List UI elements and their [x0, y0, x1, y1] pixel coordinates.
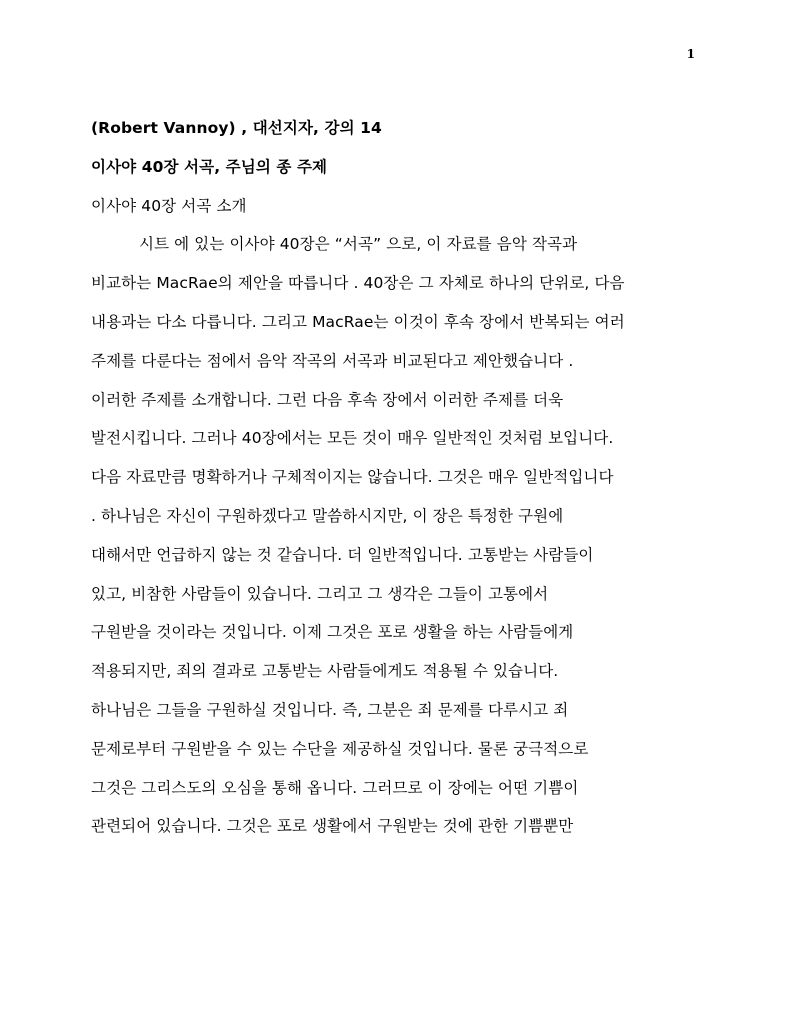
section-title: 이사야 40장 서곡, 주님의 종 주제 — [91, 157, 328, 176]
page-number: 1 — [686, 47, 695, 61]
paragraph-line: . 하나님은 자신이 구원하겠다고 말씀하시지만, 이 장은 특정한 구원에 — [91, 506, 564, 525]
paragraph-line: 시트 에 있는 이사야 40장은 “서곡” 으로, 이 자료를 음악 작곡과 — [139, 235, 578, 254]
paragraph-line: 대해서만 언급하지 않는 것 같습니다. 더 일반적입니다. 고통받는 사람들이 — [91, 545, 594, 564]
paragraph-line: 문제로부터 구원받을 수 있는 수단을 제공하실 것입니다. 물론 궁극적으로 — [91, 739, 589, 758]
paragraph-line: 이러한 주제를 소개합니다. 그런 다음 후속 장에서 이러한 주제를 더욱 — [91, 390, 564, 409]
paragraph-line: 비교하는 MacRae의 제안을 따릅니다 . 40장은 그 자체로 하나의 단위로, 다음 — [91, 274, 625, 293]
document-body — [91, 115, 711, 852]
paragraph-line: 관련되어 있습니다. 그것은 포로 생활에서 구원받는 것에 관한 기쁨뿐만 — [91, 817, 574, 836]
paragraph-line: 주제를 다룬다는 점에서 음악 작곡의 서곡과 비교된다고 제안했습니다 . — [91, 351, 574, 370]
paragraph-line: 적용되지만, 죄의 결과로 고통받는 사람들에게도 적용될 수 있습니다. — [91, 662, 559, 681]
paragraph-line: 내용과는 다소 다릅니다. 그리고 MacRae는 이것이 후속 장에서 반복되는 여러 — [91, 312, 625, 331]
paragraph-line: 그것은 그리스도의 오심을 통해 옵니다. 그러므로 이 장에는 어떤 기쁨이 — [91, 778, 579, 797]
lecture-title: (Robert Vannoy) , 대선지자, 강의 14 — [91, 119, 382, 137]
paragraph-line: 구원받을 것이라는 것입니다. 이제 그것은 포로 생활을 하는 사람들에게 — [91, 623, 574, 642]
paragraph-line: 발전시킵니다. 그러나 40장에서는 모든 것이 매우 일반적인 것처럼 보입니다. — [91, 429, 614, 448]
paragraph-line: 하나님은 그들을 구원하실 것입니다. 즉, 그분은 죄 문제를 다루시고 죄 — [91, 700, 569, 719]
paragraph-line: 다음 자료만큼 명확하거나 구체적이지는 않습니다. 그것은 매우 일반적입니다 — [91, 468, 614, 487]
subsection-title: 이사야 40장 서곡 소개 — [91, 196, 247, 215]
paragraph-line: 있고, 비참한 사람들이 있습니다. 그리고 그 생각은 그들이 고통에서 — [91, 584, 549, 603]
